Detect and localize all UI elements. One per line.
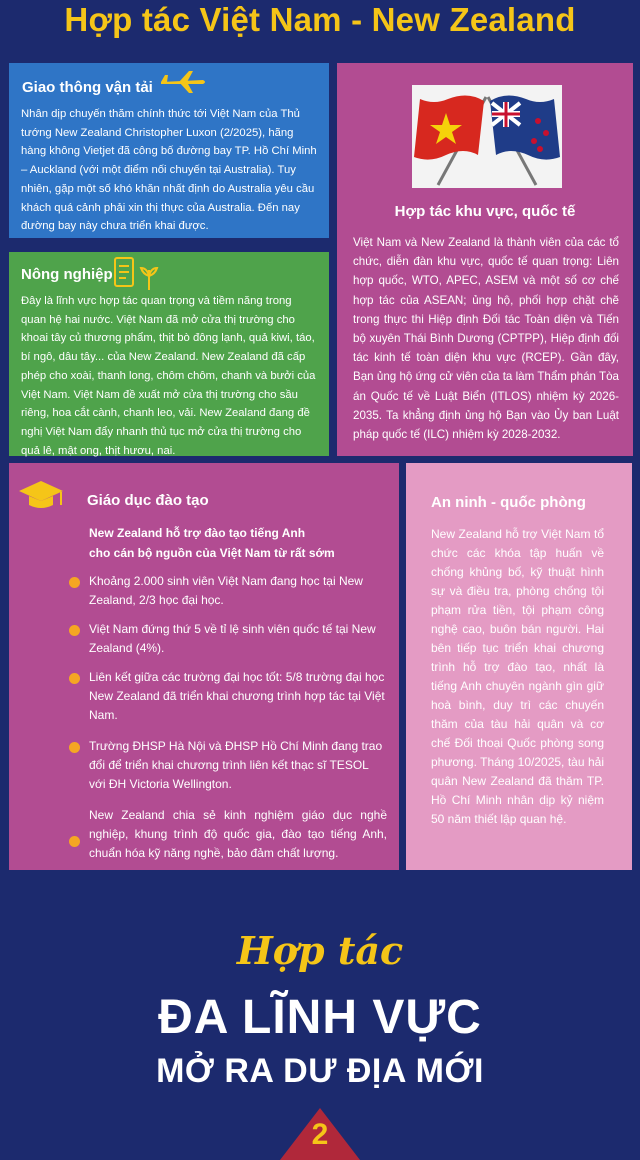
footer-script-title: Hợp tác	[236, 928, 404, 973]
bullet-2	[69, 625, 89, 637]
bullet-4	[69, 742, 89, 754]
education-bullet-text: Khoảng 2.000 sinh viên Việt Nam đang học tại New Zealand, 2/3 học đại học.	[89, 574, 363, 607]
transport-text: Nhân dịp chuyến thăm chính thức tới Việt Nam của Thủ tướng New Zealand Christopher Luxon (2/2025), hãng hàng không Vietjet đã công bố đường bay TP. Hồ Chí Minh – Auckland (với một điểm nối chuyến tại Australia). Tuy nhiên, gặp một số khó khăn nhất định do Australia yêu cầu khách quá cảnh phải xin thị thực của Australia. Đến nay đường bay này chưa triển khai được.	[21, 108, 317, 233]
education-subtitle-line1: New Zealand hỗ trợ đào tạo tiếng Anh	[89, 526, 306, 540]
regional-heading: Hợp tác khu vực, quốc tế	[394, 203, 576, 220]
education-bullet-text: Việt Nam đứng thứ 5 về tỉ lệ sinh viên quốc tế tại New Zealand (4%).	[89, 622, 376, 655]
transport-card	[9, 63, 329, 238]
bullet-3	[69, 673, 89, 685]
footer-headline-2: MỞ RA DƯ ĐỊA MỚI	[156, 1052, 484, 1090]
regional-text: Việt Nam và New Zealand là thành viên của các tổ chức, diễn đàn khu vực, quốc tế quan trọng: Liên hợp quốc, WTO, APEC, ASEM và một số cơ chế hợp tác của ASEAN; ủng hộ, phối hợp chặt chẽ trong thực thi Hiệp định Đối tác Toàn diện và Tiến bộ xuyên Thái Bình Dương (CPTPP), Hiệp định đối tác kinh tế toàn diện khu vực (RCEP). Gần đây, Bạn ủng hộ ứng cử viên của ta làm Thẩm phán Tòa án Quốc tế về Luật Biển (ITLOS) nhiệm kỳ 2026-2035. Ta khẳng định ủng hộ Bạn vào Ủy ban Luật pháp quốc tế (ILC) nhiệm kỳ 2028-2032.	[353, 236, 619, 442]
security-text: New Zealand hỗ trợ Việt Nam tổ chức các khóa tập huấn về chống khủng bố, kỹ thuật hình sự và điều tra, phòng chống tội phạm rửa tiền, tội phạm công nghệ cao, buôn bán người. Hai bên tiếp tục triển khai chương trình hỗ trợ đào tạo, nhất là tiếng Anh chuyên ngành gìn giữ hoà bình, duy trì các chuyến thăm của tàu hải quân và cơ chế Đối thoại Quốc phòng song phương. Tháng 10/2025, tàu hải quân New Zealand đã thăm TP. Hồ Chí Minh nhân dịp kỷ niệm 50 năm thiết lập quan hệ.	[431, 527, 604, 826]
bullet-dot	[69, 577, 80, 588]
agriculture-text: Đây là lĩnh vực hợp tác quan trọng và tiềm năng trong quan hệ hai nước. Việt Nam đã mở cửa thị trường cho khoai tây củ thương phẩm, thịt bò đông lạnh, quả kiwi, táo, bí ngô, dâu tây... của New Zealand. New Zealand đã cấp phép cho xoài, thanh long, chôm chôm, chanh và bưởi của Việt Nam. Việt Nam đề xuất mở cửa thị trường cho sầu riêng, hoa cắt cành, chanh leo, vải. New Zealand đang đề nghị Việt Nam đẩy nhanh thủ tục mở cửa thị trường cho quả lê, mật ong, thịt hươu, nai.	[21, 295, 316, 457]
agriculture-heading: Nông nghiệp	[21, 266, 113, 283]
bullet-dot	[69, 625, 80, 636]
bullet-dot	[69, 836, 80, 847]
page-number: 2	[311, 1118, 329, 1151]
education-bullet-text: Trường ĐHSP Hà Nội và ĐHSP Hồ Chí Minh đang trao đổi để triển khai chương trình liên kết thạc sĩ TESOL với ĐH Victoria Wellington.	[89, 739, 383, 791]
security-card	[406, 463, 632, 870]
flags-icon	[412, 85, 562, 188]
education-bullet-text: Liên kết giữa các trường đại học tốt: 5/8 trường đại học New Zealand đã triển khai chương trình hợp tác tại Việt Nam.	[89, 670, 385, 722]
agriculture-card	[9, 252, 329, 456]
bullet-dot	[69, 742, 80, 753]
education-heading: Giáo dục đào tạo	[87, 492, 209, 509]
regional-card	[337, 63, 633, 456]
graduation-cap-icon	[17, 479, 65, 513]
agriculture-icon	[113, 256, 163, 292]
page-title: Hợp tác Việt Nam - New Zealand	[64, 1, 576, 38]
bullet-dot	[69, 673, 80, 684]
bullet-1	[69, 577, 89, 589]
security-heading: An ninh - quốc phòng	[431, 494, 586, 511]
education-subtitle-line2: cho cán bộ nguồn của Việt Nam từ rất sớm	[89, 546, 335, 560]
education-subtitle	[89, 523, 335, 563]
education-card	[9, 463, 399, 870]
airplane-icon	[159, 71, 207, 93]
education-bullet-text: New Zealand chia sẻ kinh nghiệm giáo dục nghề nghiệp, khung trình độ quốc gia, đào tạo tiếng Anh, chuẩn hóa kỹ năng nghề, bảo đảm chất lượng.	[89, 808, 387, 860]
bullet-5	[69, 836, 89, 848]
footer-headline-1: ĐA LĨNH VỰC	[158, 991, 482, 1044]
transport-heading: Giao thông vận tải	[22, 79, 153, 96]
